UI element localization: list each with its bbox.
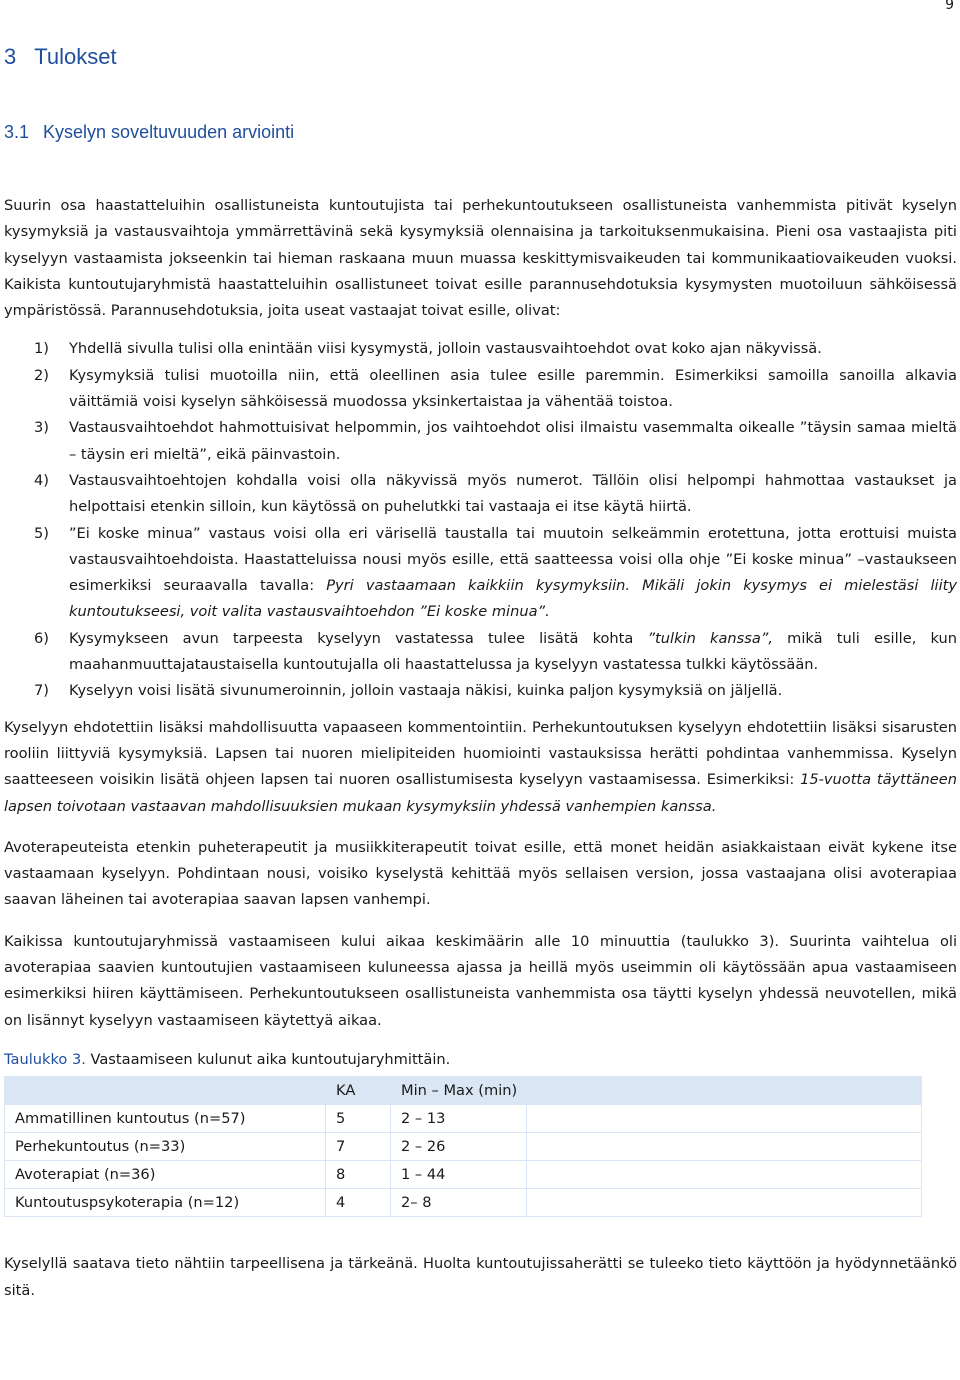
table-cell: 4 — [326, 1189, 391, 1217]
table-caption-label: Taulukko 3. — [4, 1050, 86, 1068]
table-cell: 2– 8 — [391, 1189, 527, 1217]
intro-paragraph: Suurin osa haastatteluihin osallistuneista kuntoutujista tai perhekuntoutukseen osallistuneista vanhemmista pitivät kyselyn kysymyksiä ja vastausvaihtoja ymmärrettävinä sekä kysymyksiä olennaisina ja tarkoituksenmukaisina. Pieni osa vastaajista piti kyselyyn vastaamista jokseenkin tai hieman raskaana muun muassa keskittymisvaikeuden tai kommunikaatiovaikeuden vuoksi. Kaikista kuntoutujaryhmistä haastatteluihin osallistuneet toivat esille parannusehdotuksia kysymysten muotoiluun sähköisessä ympäristössä. Parannusehdotuksia, joita useat vastaajat toivat esille, olivat: — [4, 197, 957, 320]
table-row — [5, 1105, 922, 1133]
table-cell — [527, 1189, 922, 1217]
list-item-text: Yhdellä sivulla tulisi olla enintään viisi kysymystä, jolloin vastausvaihtoehdot ovat koko ajan näkyvissä. — [69, 340, 822, 358]
section-number: 3.1 — [4, 122, 30, 142]
table-header-cell — [527, 1077, 922, 1105]
table-header-cell: KA — [326, 1077, 391, 1105]
list-item-text: Vastausvaihtoehdot hahmottuisivat helpommin, jos vaihtoehdot olisi ilmaistu vasemmalta oikealle ”täysin samaa mieltä – täysin eri mieltä”, eikä päinvastoin. — [69, 419, 957, 463]
list-item — [4, 336, 957, 362]
list-marker: 4) — [34, 471, 49, 489]
table-cell: Perhekuntoutus (n=33) — [5, 1133, 326, 1161]
list-item — [4, 521, 957, 626]
paragraph-italic-text: 15-vuotta täyttäneen lapsen toivotaan vastaavan mahdollisuuksien mukaan kysymyksiin yhdessä vanhempien kanssa. — [4, 771, 958, 815]
list-item-text: ”Ei koske minua” vastaus voisi olla eri värisellä taustalla tai muutoin selkeämmin erotettuna, jotta erottuisi muista vastausvaihtoehdoista. Haastatteluissa nousi myös esille, että saatteessa voisi olla ohje ”Ei koske minua” –vastaukseen esimerkiksi seuraavalla tavalla: — [69, 524, 957, 595]
list-item — [4, 626, 957, 679]
suggestions-list — [4, 336, 957, 704]
list-marker: 5) — [34, 524, 49, 542]
list-item-italic-text: Pyri vastaamaan kaikkiin kysymyksiin. Mikäli jokin kysymys ei mielestäsi liity kuntoutukseesi, voit valita vastausvaihtoehdon ”Ei koske minua”. — [69, 577, 957, 621]
table-cell: 1 – 44 — [391, 1161, 527, 1189]
table-header-cell — [5, 1077, 326, 1105]
list-item — [4, 678, 957, 704]
closing-paragraph: Kyselyllä saatava tieto nähtiin tarpeellisena ja tärkeänä. Huolta kuntoutujissaherätti se tuleeko tieto käyttöön ja hyödynnetäänkö sitä. — [4, 1255, 957, 1299]
list-item-text: Kyselyyn voisi lisätä sivunumeroinnin, jolloin vastaaja näkisi, kuinka paljon kysymyksiä on jäljellä. — [69, 682, 783, 700]
table-cell: Kuntoutuspsykoterapia (n=12) — [5, 1189, 326, 1217]
list-item — [4, 415, 957, 468]
list-item-text: Kysymykseen avun tarpeesta kyselyyn vastatessa tulee lisätä kohta — [69, 629, 648, 647]
list-item-text: Kysymyksiä tulisi muotoilla niin, että oleellinen asia tulee esille paremmin. Esimerkiksi samoilla sanoilla alkavia väittämiä voisi kyselyn sähköisessä muodossa yksinkertaistaa ja vähentää toistoa. — [69, 366, 957, 411]
chapter-number: 3 — [4, 44, 17, 69]
list-marker: 2) — [34, 366, 49, 384]
table-cell: Avoterapiat (n=36) — [5, 1161, 326, 1189]
table-cell: 7 — [326, 1133, 391, 1161]
chapter-title: Tulokset — [34, 44, 117, 69]
comments-paragraph — [4, 715, 957, 820]
table-cell: 2 – 26 — [391, 1133, 527, 1161]
list-marker: 1) — [34, 340, 49, 358]
table-header-row — [5, 1077, 922, 1105]
table-cell — [527, 1161, 922, 1189]
results-table — [4, 1076, 922, 1217]
chapter-heading — [4, 44, 117, 70]
list-marker: 3) — [34, 419, 49, 437]
time-paragraph: Kaikissa kuntoutujaryhmissä vastaamiseen kului aikaa keskimäärin alle 10 minuuttia (taulukko 3). Suurinta vaihtelua oli avoterapiaa saavien kuntoutujien vastaamiseen kuluneessa ajassa ja heillä myös useimmin oli käytössään apua vastaamiseen esimerkiksi hiiren käyttämiseen. Perhekuntoutukseen osallistuneista vanhemmista osa täytti kyselyn yhdessä neuvotellen, mikä on lisännyt kyselyyn vastaamiseen käytettyä aikaa. — [4, 932, 957, 1029]
list-marker: 7) — [34, 682, 49, 700]
table-row — [5, 1189, 922, 1217]
list-marker: 6) — [34, 629, 49, 647]
page-number: 9 — [945, 0, 954, 13]
table-row — [5, 1161, 922, 1189]
list-item — [4, 468, 957, 521]
table-cell: 2 – 13 — [391, 1105, 527, 1133]
section-title: Kyselyn soveltuvuuden arviointi — [43, 122, 295, 142]
table-header-cell: Min – Max (min) — [391, 1077, 527, 1105]
table-caption — [4, 1047, 957, 1073]
table-cell: Ammatillinen kuntoutus (n=57) — [5, 1105, 326, 1133]
table-cell: 8 — [326, 1161, 391, 1189]
list-item — [4, 363, 957, 416]
table-cell — [527, 1105, 922, 1133]
table-cell: 5 — [326, 1105, 391, 1133]
table-row — [5, 1133, 922, 1161]
body-content — [4, 193, 957, 1304]
table-cell — [527, 1133, 922, 1161]
list-item-text: mikä tuli esille, kun maahanmuuttajataustaisella kuntoutujalla oli haastattelussa ja kyselyyn vastatessa tulkki käytössään. — [69, 629, 957, 674]
paragraph-text: Kyselyyn ehdotettiin lisäksi mahdollisuutta vapaaseen kommentointiin. Perhekuntoutuksen kyselyyn ehdotettiin lisäksi sisarusten rooliin liittyviä kysymyksiä. Lapsen tai nuoren mielipiteiden huomiointi vastauksissa herätti pohdintaa vanhemmissa. Kyselyn saatteeseen voisikin lisätä ohjeen lapsen tai nuoren osallistumisesta kyselyyn vastaamisessa. Esimerkiksi: — [4, 718, 957, 789]
therapists-paragraph: Avoterapeuteista etenkin puheterapeutit ja musiikkiterapeutit toivat esille, että monet heidän asiakkaistaan eivät kykene itse vastaamaan kyselyyn. Pohdintaan nousi, voisiko kyselystä kehittää myös sellaisen version, jossa vastaajana olisi avoterapiaa saavan läheinen tai avoterapiaa saavan lapsen vanhempi. — [4, 838, 957, 909]
list-item-text: Vastausvaihtoehtojen kohdalla voisi olla näkyvissä myös numerot. Tällöin olisi helpompi hahmottaa vastaukset ja helpottaisi etenkin silloin, kun käytössä on puhelutkki tai vastaaja ei itse käytä hiirtä. — [69, 471, 957, 516]
list-item-italic-text: ”tulkin kanssa”, — [647, 629, 773, 647]
table-caption-text: Vastaamiseen kulunut aika kuntoutujaryhmittäin. — [85, 1050, 451, 1068]
section-heading — [4, 122, 294, 143]
